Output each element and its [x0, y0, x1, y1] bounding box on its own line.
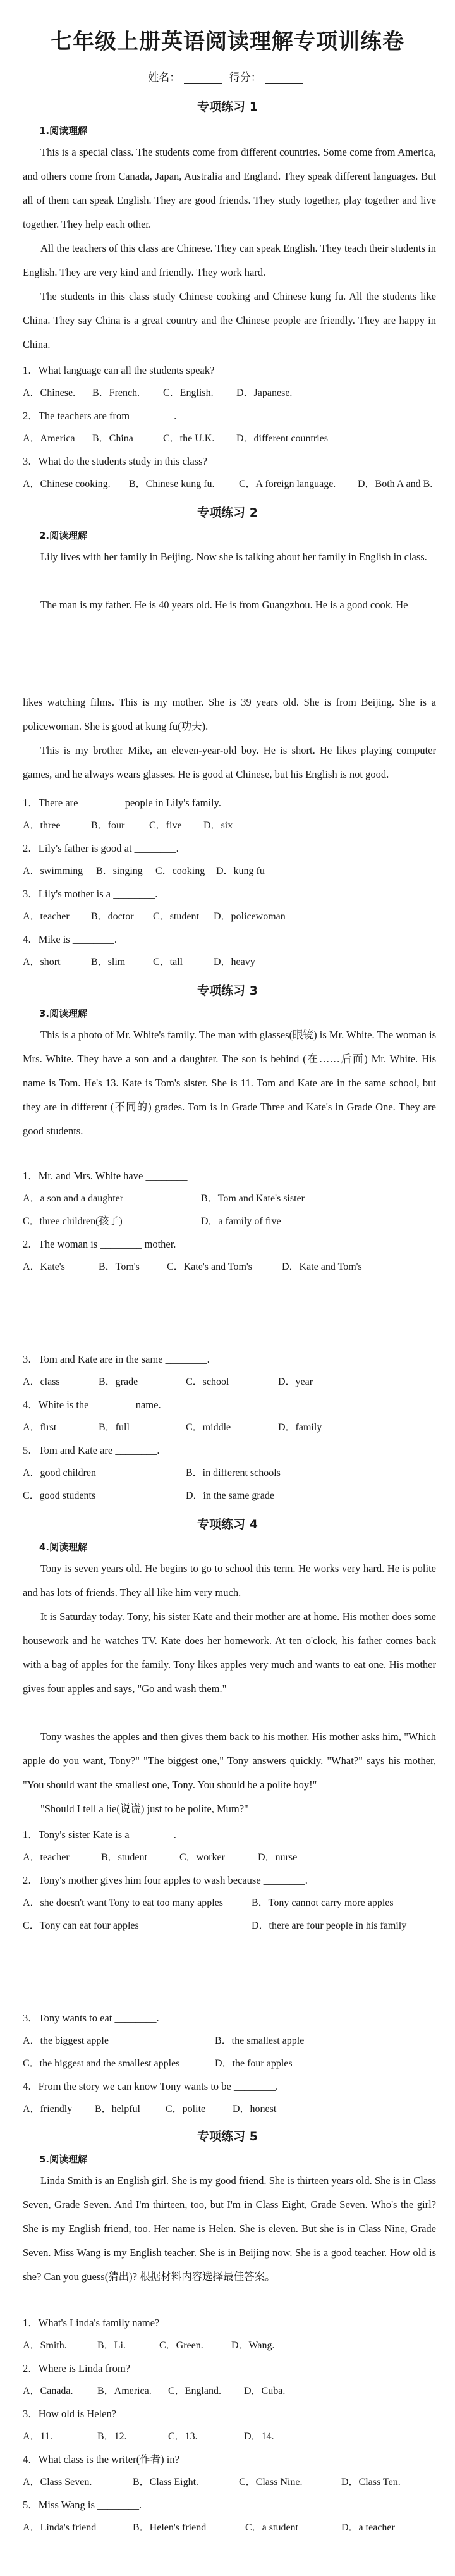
option[interactable]: B．Class Eight. — [133, 2477, 199, 2487]
option[interactable]: B．four — [91, 820, 125, 831]
option[interactable]: D．honest — [233, 2104, 277, 2114]
option[interactable]: A．Class Seven. — [23, 2477, 92, 2487]
question: 1．There are ________ people in Lily's family. — [23, 797, 221, 809]
option[interactable]: D．a family of five — [201, 1216, 281, 1227]
option[interactable]: B．the smallest apple — [215, 2035, 305, 2046]
option[interactable]: A．Canada. — [23, 2386, 73, 2396]
option[interactable]: B．helpful — [95, 2104, 140, 2114]
option[interactable]: A．class — [23, 1377, 60, 1387]
option[interactable]: D．14. — [244, 2431, 274, 2442]
page-title: 七年级上册英语阅读理解专项训练卷 — [51, 29, 404, 54]
option[interactable]: D．there are four people in his family — [252, 1920, 407, 1931]
passage-paragraph: The students in this class study Chinese cooking and Chinese kung fu. All the students like China. They say China is a great country and the Chinese people are friendly. They are happy in China. — [23, 290, 436, 350]
name-score-line — [0, 68, 455, 84]
option[interactable]: D．nurse — [258, 1852, 298, 1863]
option[interactable]: A．teacher — [23, 1852, 70, 1863]
option[interactable]: A．friendly — [23, 2104, 73, 2114]
question: 1．What language can all the students speak? — [23, 364, 215, 376]
option[interactable]: A．a son and a daughter — [23, 1193, 124, 1204]
name-blank[interactable] — [184, 75, 222, 84]
option[interactable]: B．12. — [97, 2431, 127, 2442]
section-heading-2: 专项练习 2 — [197, 506, 258, 520]
passage-paragraph: The man is my father. He is 40 years old. He is from Guangzhou. He is a good cook. He — [40, 599, 408, 611]
passage-paragraph: "Should I tell a lie(说谎) just to be polite, Mum?" — [40, 1803, 248, 1815]
option[interactable]: A．Kate's — [23, 1261, 65, 1272]
option[interactable]: B．Tom's — [99, 1261, 140, 1272]
option[interactable]: C．polite — [166, 2104, 206, 2114]
option[interactable]: D．policewoman — [214, 911, 286, 922]
question: 3．Lily's mother is a ________. — [23, 888, 158, 900]
option[interactable]: D．Cuba. — [244, 2386, 286, 2396]
question: 1．Mr. and Mrs. White have ________ — [23, 1170, 188, 1182]
option[interactable]: D．year — [278, 1377, 313, 1387]
option[interactable]: A．Linda's friend — [23, 2522, 97, 2533]
option[interactable]: D．Japanese. — [236, 388, 293, 398]
question: 2．The woman is ________ mother. — [23, 1238, 176, 1250]
question: 2．Tony's mother gives him four apples to wash because ________. — [23, 1874, 308, 1886]
option[interactable]: B．Tony cannot carry more apples — [252, 1898, 394, 1908]
option[interactable]: B．French. — [92, 388, 140, 398]
passage-paragraph: likes watching films. This is my mother. She is 39 years old. She is from Beijing. She is a policewoman. She is good at kung fu(功夫). — [23, 696, 436, 732]
option[interactable]: B．Helen's friend — [133, 2522, 207, 2533]
question: 2．The teachers are from ________. — [23, 410, 177, 422]
question: 1．Tony's sister Kate is a ________. — [23, 1829, 176, 1841]
option[interactable]: A．she doesn't want Tony to eat too many apples — [23, 1898, 223, 1908]
option[interactable]: C．middle — [186, 1422, 231, 1433]
question: 3．Tom and Kate are in the same ________. — [23, 1353, 210, 1365]
option[interactable]: A．Chinese. — [23, 388, 76, 398]
question: 1．What's Linda's family name? — [23, 2317, 160, 2329]
option[interactable]: D．Kate and Tom's — [282, 1261, 362, 1272]
question: 5．Tom and Kate are ________. — [23, 1444, 160, 1456]
question: 4．What class is the writer(作者) in? — [23, 2453, 179, 2465]
option[interactable]: B．student — [101, 1852, 147, 1863]
option[interactable]: B．full — [99, 1422, 130, 1433]
option[interactable]: A．good children — [23, 1468, 96, 1478]
question: 3．How old is Helen? — [23, 2408, 117, 2420]
option[interactable]: D．family — [278, 1422, 322, 1433]
option[interactable]: B．doctor — [91, 911, 134, 922]
option[interactable]: A．teacher — [23, 911, 70, 922]
option[interactable]: C．English. — [163, 388, 214, 398]
option[interactable]: C．tall — [153, 957, 183, 967]
passage-paragraph: Lily lives with her family in Beijing. Now she is talking about her family in English in class. — [40, 551, 427, 563]
option[interactable]: C．a student — [245, 2522, 298, 2533]
option[interactable]: B．China — [92, 433, 133, 444]
passage-paragraph: All the teachers of this class are Chinese. They can speak English. They teach their students in English. They are very kind and friendly. They work hard. — [23, 242, 436, 278]
section-heading-5: 专项练习 5 — [197, 2130, 258, 2144]
option[interactable]: C．student — [153, 911, 199, 922]
option[interactable]: C．13. — [168, 2431, 198, 2442]
section-label-1: 1.阅读理解 — [39, 125, 88, 137]
option[interactable]: C．worker — [179, 1852, 225, 1863]
option[interactable]: B．Chinese kung fu. — [129, 479, 215, 489]
passage-paragraph: Linda Smith is an English girl. She is my good friend. She is thirteen years old. She is in Class Seven, Grade Seven. And I'm thirteen, too, but I'm in Class Eight, Grade Seven. Who's the girl? She is my English friend, too. Her name is Helen. She is eleven. But she is in Class Nine, Grade Seven. Miss Wang is my English teacher. She is in Beijing now. She is a good teacher. How old is she? Can you guess(猜出)? 根据材料内容选择最佳答案。 — [23, 2174, 436, 2283]
section-label-3: 3.阅读理解 — [39, 1008, 88, 1019]
passage-paragraph: This is a special class. The students come from different countries. Some come from America, and others come from Canada, Japan, Australia and England. They speak different languages. But all of them can speak English. They are good friends. They study together, play together and live together. They help each other. — [23, 146, 436, 230]
option[interactable]: D．Class Ten. — [341, 2477, 401, 2487]
option[interactable]: C．three children(孩子) — [23, 1216, 123, 1227]
option[interactable]: C．the biggest and the smallest apples — [23, 2058, 180, 2069]
section-label-2: 2.阅读理解 — [39, 530, 88, 541]
passage-paragraph: It is Saturday today. Tony, his sister Kate and their mother are at home. His mother does some housework and he watches TV. Kate does her homework. At ten o'clock, his father comes back with a bag of apples for the family. Tony likes apples very much and wants to eat one. His mother gives four apples and says, "Go and wash them." — [23, 1610, 436, 1695]
question: 3．What do the students study in this class? — [23, 455, 207, 467]
question: 4．Mike is ________. — [23, 933, 117, 945]
option[interactable]: C．Kate's and Tom's — [167, 1261, 253, 1272]
option[interactable]: B．Tom and Kate's sister — [201, 1193, 305, 1204]
option[interactable]: B．singing — [96, 866, 143, 876]
option[interactable]: A．short — [23, 957, 61, 967]
option[interactable]: D．kung fu — [216, 866, 265, 876]
option[interactable]: A．first — [23, 1422, 57, 1433]
score-blank[interactable] — [265, 75, 303, 84]
option[interactable]: A．the biggest apple — [23, 2035, 109, 2046]
option[interactable]: C．five — [149, 820, 182, 831]
option[interactable]: B．America. — [97, 2386, 152, 2396]
question: 5．Miss Wang is ________. — [23, 2499, 142, 2511]
option[interactable]: D．different countries — [236, 433, 328, 444]
option[interactable]: A．three — [23, 820, 61, 831]
passage-paragraph: This is my brother Mike, an eleven-year-old boy. He is short. He likes playing computer games, and he always wears glasses. He is good at Chinese, but his English is not good. — [23, 744, 436, 780]
option[interactable]: B．grade — [99, 1377, 138, 1387]
question: 2．Lily's father is good at ________. — [23, 842, 179, 854]
name-label: 姓名： — [148, 71, 181, 84]
passage-paragraph: Tony washes the apples and then gives them back to his mother. His mother asks him, "Which apple do you want, Tony?" "The biggest one," Tony answers quickly. "What?" says his mother, "You should want the smallest one, Tony. You should be a polite boy!" — [23, 1731, 436, 1791]
option[interactable]: C．school — [186, 1377, 229, 1387]
option[interactable]: C．the U.K. — [163, 433, 215, 444]
question: 2．Where is Linda from? — [23, 2362, 130, 2374]
passage-paragraph: Tony is seven years old. He begins to go to school this term. He works very hard. He is polite and has lots of friends. They all like him very much. — [23, 1562, 436, 1598]
question: 4．White is the ________ name. — [23, 1399, 161, 1411]
option[interactable]: D．in the same grade — [186, 1490, 274, 1501]
section-heading-1: 专项练习 1 — [197, 100, 258, 114]
section-label-5: 5.阅读理解 — [39, 2154, 88, 2165]
option[interactable]: C．cooking — [155, 866, 205, 876]
option[interactable]: B．slim — [91, 957, 126, 967]
passage-paragraph: This is a photo of Mr. White's family. The man with glasses(眼镜) is Mr. White. The woman is Mrs. White. They have a son and a daughter. The son is behind (在……后面) Mr. White. His name is Tom. He's 13. Kate is Tom's sister. She is 11. Tom and Kate are in the same school, but they are in different (不同的) grades. Tom is in Grade Three and Kate's in Grade One. They are good students. — [23, 1029, 436, 1137]
option[interactable]: D．the four apples — [215, 2058, 293, 2069]
option[interactable]: D．Both A and B. — [358, 479, 433, 489]
option[interactable]: A．Smith. — [23, 2340, 67, 2351]
section-heading-3: 专项练习 3 — [197, 984, 258, 998]
option[interactable]: A．America — [23, 433, 75, 444]
option[interactable]: C．Tony can eat four apples — [23, 1920, 139, 1931]
question: 3．Tony wants to eat ________. — [23, 2012, 159, 2024]
option[interactable]: C．England. — [168, 2386, 221, 2396]
option[interactable]: A．swimming — [23, 866, 83, 876]
option[interactable]: C．Green. — [159, 2340, 203, 2351]
option[interactable]: D．heavy — [214, 957, 255, 967]
option[interactable]: C．good students — [23, 1490, 96, 1501]
option[interactable]: C．Class Nine. — [239, 2477, 303, 2487]
score-label: 得分： — [229, 71, 262, 84]
option[interactable]: D．six — [203, 820, 233, 831]
section-label-4: 4.阅读理解 — [39, 1542, 88, 1553]
option[interactable]: D．Wang. — [231, 2340, 275, 2351]
question: 4．From the story we can know Tony wants to be ________. — [23, 2080, 279, 2092]
option[interactable]: D．a teacher — [341, 2522, 395, 2533]
option[interactable]: A．11. — [23, 2431, 52, 2442]
option[interactable]: C．A foreign language. — [239, 479, 336, 489]
option[interactable]: B．Li. — [97, 2340, 126, 2351]
option[interactable]: A．Chinese cooking. — [23, 479, 111, 489]
option[interactable]: B．in different schools — [186, 1468, 281, 1478]
section-heading-4: 专项练习 4 — [197, 1518, 258, 1531]
